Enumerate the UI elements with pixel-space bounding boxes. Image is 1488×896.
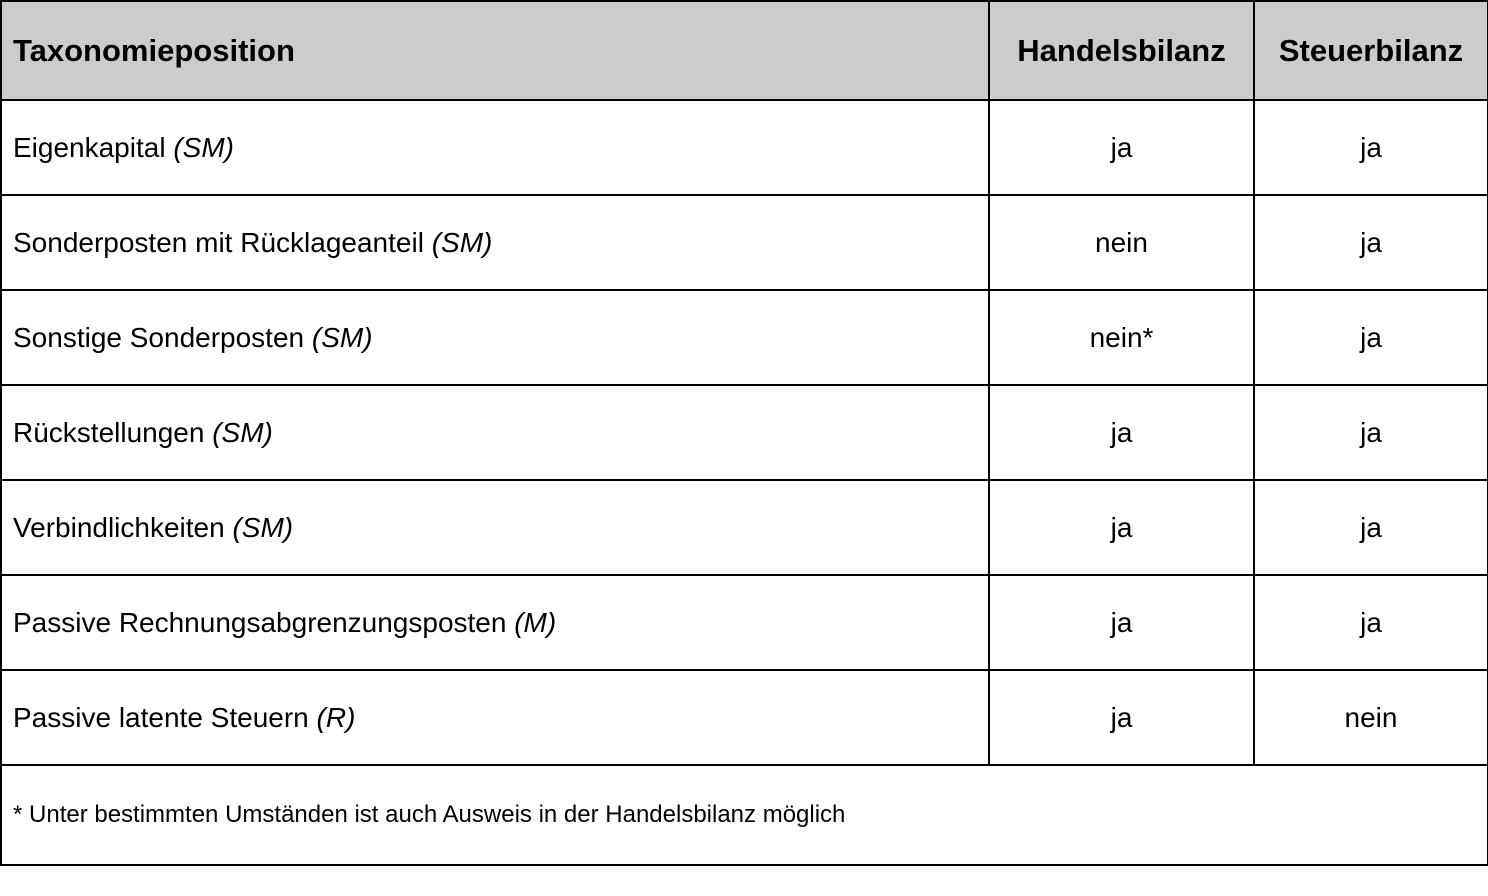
row-mark: (M) [514, 606, 557, 638]
handelsbilanz-value: ja [989, 385, 1254, 480]
row-mark: (SM) [173, 131, 234, 163]
table-row [1, 290, 1488, 385]
row-label-cell [1, 100, 989, 195]
table-body [1, 100, 1488, 765]
row-mark: (SM) [431, 226, 493, 258]
table-footer [1, 765, 1488, 865]
handelsbilanz-value: ja [989, 670, 1254, 765]
table-row [1, 195, 1488, 290]
row-mark: (SM) [311, 321, 373, 353]
row-label: Passive latente Steuern [13, 701, 309, 733]
row-label: Passive Rechnungsabgrenzungsposten [13, 606, 507, 638]
handelsbilanz-value: nein [989, 195, 1254, 290]
row-label: Sonstige Sonderposten [13, 321, 305, 353]
row-label: Rückstellungen [13, 416, 205, 448]
table-row [1, 575, 1488, 670]
table-row [1, 100, 1488, 195]
row-mark: (SM) [212, 416, 273, 448]
row-label-cell [1, 385, 989, 480]
steuerbilanz-value: ja [1254, 575, 1488, 670]
table-header [1, 1, 1488, 100]
row-label-cell [1, 670, 989, 765]
table-row [1, 670, 1488, 765]
row-mark: (SM) [232, 511, 294, 543]
header-taxonomieposition: Taxonomieposition [1, 1, 989, 100]
handelsbilanz-value: ja [989, 575, 1254, 670]
footnote: * Unter bestimmten Umständen ist auch Ausweis in der Handelsbilanz möglich [1, 765, 1488, 865]
handelsbilanz-value: ja [989, 480, 1254, 575]
row-mark: (R) [316, 701, 356, 733]
row-label: Eigenkapital [13, 131, 166, 163]
row-label: Sonderposten mit Rücklageanteil [13, 226, 424, 258]
header-steuerbilanz: Steuerbilanz [1254, 1, 1488, 100]
row-label-cell [1, 480, 989, 575]
table-row [1, 480, 1488, 575]
steuerbilanz-value: ja [1254, 100, 1488, 195]
steuerbilanz-value: nein [1254, 670, 1488, 765]
steuerbilanz-value: ja [1254, 290, 1488, 385]
header-row [1, 1, 1488, 100]
handelsbilanz-value: ja [989, 100, 1254, 195]
header-handelsbilanz: Handelsbilanz [989, 1, 1254, 100]
footnote-row [1, 765, 1488, 865]
table-row [1, 385, 1488, 480]
row-label-cell [1, 290, 989, 385]
handelsbilanz-value: nein* [989, 290, 1254, 385]
steuerbilanz-value: ja [1254, 195, 1488, 290]
row-label-cell [1, 575, 989, 670]
row-label-cell [1, 195, 989, 290]
steuerbilanz-value: ja [1254, 480, 1488, 575]
row-label: Verbindlichkeiten [13, 511, 225, 543]
steuerbilanz-value: ja [1254, 385, 1488, 480]
